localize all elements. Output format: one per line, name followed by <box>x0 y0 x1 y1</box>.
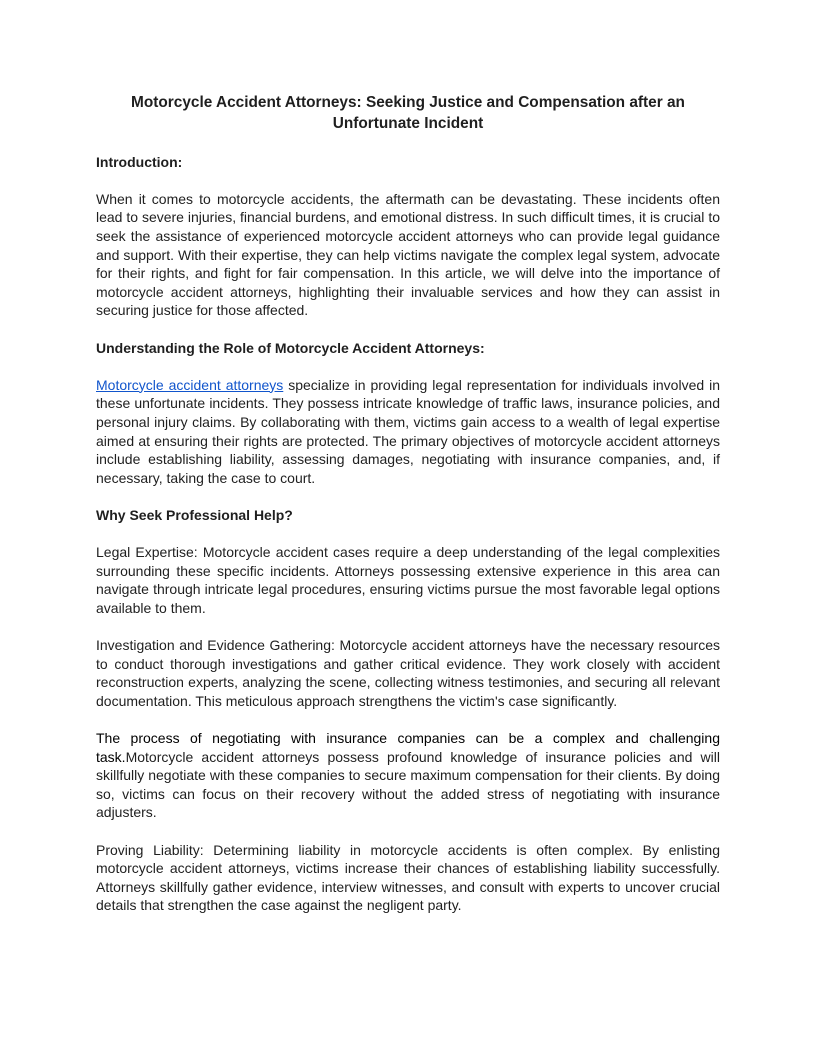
introduction-heading: Introduction: <box>96 153 183 170</box>
spacer <box>96 487 720 506</box>
motorcycle-attorneys-link[interactable]: Motorcycle accident attorneys <box>96 376 284 393</box>
role-paragraph-text: specialize in providing legal representation for individuals involved in these unfortunate incidents. They possess intricate knowledge of traffic laws, insurance policies, and personal injury claims. By collaborating with them, victims gain access to a wealth of legal expertise aimed at ensuring their rights are protected. The primary objectives of motorcycle accident attorneys include establishing liability, assessing damages, negotiating with insurance companies, and, if necessary, taking the case to court. <box>96 376 720 486</box>
introduction-paragraph: When it comes to motorcycle accidents, the aftermath can be devastating. These incidents often lead to severe injuries, financial burdens, and emotional distress. In such difficult times, it is crucial to seek the assistance of experienced motorcycle accident attorneys who can provide legal guidance and support. With their expertise, they can help victims navigate the complex legal system, advocate for their rights, and fight for fair compensation. In this article, we will delve into the importance of motorcycle accident attorneys, highlighting their invaluable services and how they can assist in securing justice for those affected. <box>96 190 720 319</box>
spacer <box>96 617 720 636</box>
spacer <box>96 524 720 543</box>
role-heading: Understanding the Role of Motorcycle Accident Attorneys: <box>96 339 485 356</box>
legal-expertise-paragraph: Legal Expertise: Motorcycle accident cases require a deep understanding of the legal complexities surrounding these specific incidents. Attorneys possessing extensive experience in this area can navigate through intricate legal procedures, ensuring victims pursue the most favorable legal options available to them. <box>96 544 720 616</box>
negotiation-paragraph <box>96 729 720 822</box>
spacer <box>96 822 720 841</box>
document-title: Motorcycle Accident Attorneys: Seeking Justice and Compensation after an Unfortunate Incident <box>131 94 685 132</box>
investigation-paragraph: Investigation and Evidence Gathering: Motorcycle accident attorneys have the necessary resources to conduct thorough investigations and gather critical evidence. They work closely with accident reconstruction experts, analyzing the scene, collecting witness testimonies, and securing all relevant documentation. This meticulous approach strengthens the victim's case significantly. <box>96 637 720 709</box>
spacer <box>96 710 720 729</box>
spacer <box>96 320 720 339</box>
negotiation-lead-text: The process of negotiating with insurance companies can be a complex and challenging task. <box>96 730 720 765</box>
why-seek-help-heading: Why Seek Professional Help? <box>96 506 293 523</box>
role-paragraph <box>96 376 720 488</box>
spacer <box>96 134 720 153</box>
spacer <box>96 357 720 376</box>
liability-paragraph: Proving Liability: Determining liability in motorcycle accidents is often complex. By enlisting motorcycle accident attorneys, victims increase their chances of establishing liability successfully. Attorneys skillfully gather evidence, interview witnesses, and consult with experts to uncover crucial details that strengthen the case against the negligent party. <box>96 841 720 914</box>
negotiation-rest-text: Motorcycle accident attorneys possess profound knowledge of insurance policies and will skillfully negotiate with these companies to secure maximum compensation for their clients. By doing so, victims can focus on their recovery without the added stress of negotiating with insurance adjusters. <box>96 748 720 821</box>
spacer <box>96 171 720 190</box>
document-page <box>96 92 720 915</box>
